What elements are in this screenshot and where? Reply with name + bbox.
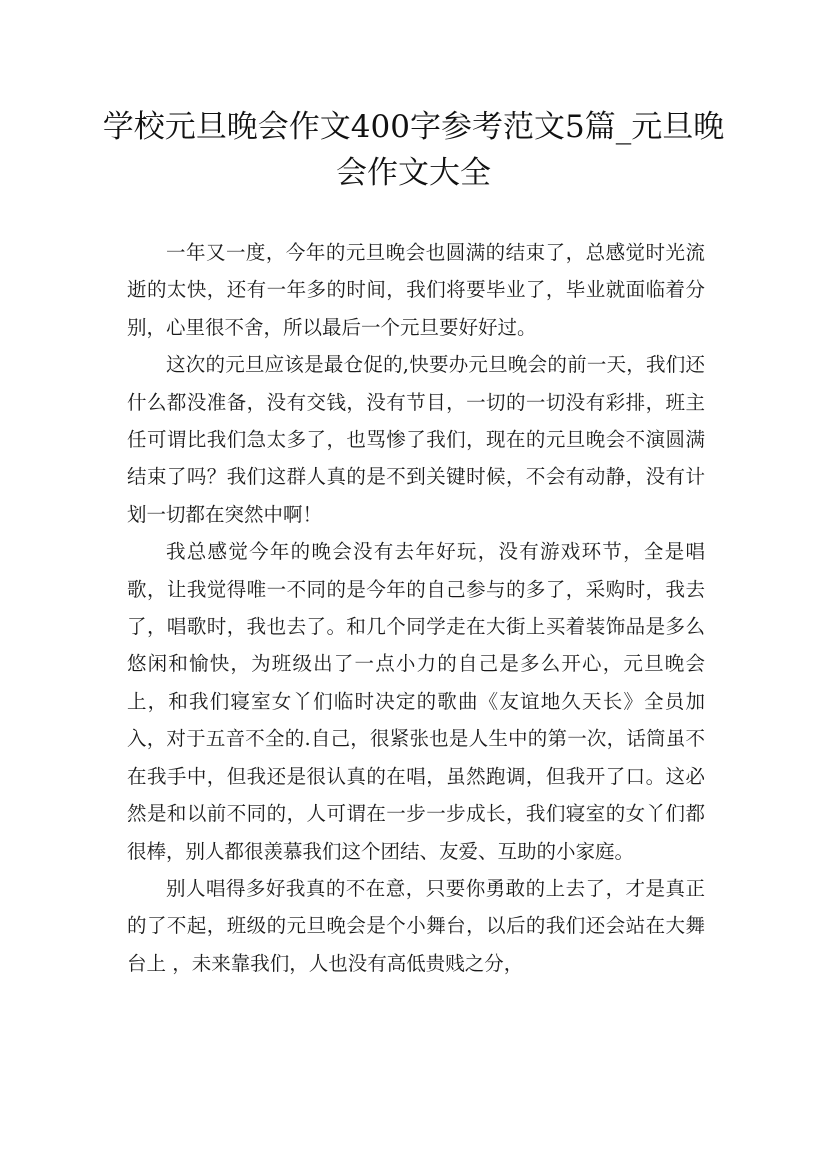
paragraph-4: 别人唱得多好我真的不在意，只要你勇敢的上去了，才是真正的了不起，班级的元旦晚会是个小舞台，以后的我们还会站在大舞台上 ，未来靠我们，人也没有高低贵贱之分， [127, 876, 705, 975]
document-title: 学校元旦晚会作文400字参考范文5篇_元旦晚会作文大全 [102, 109, 725, 191]
paragraph-1: 一年又一度，今年的元旦晚会也圆满的结束了，总感觉时光流逝的太快，还有一年多的时间，我们将要毕业了，毕业就面临着分别，心里很不舍，所以最后一个元旦要好好过。 [127, 241, 705, 339]
document-body [127, 234, 705, 982]
paragraph-3: 我总感觉今年的晚会没有去年好玩，没有游戏环节，全是唱歌，让我觉得唯一不同的是今年的自己参与的多了，采购时，我去了，唱歌时，我也去了。和几个同学走在大街上买着装饰品是多么悠闲和愉快，为班级出了一点小力的自己是多么开心，元旦晚会上，和我们寝室女丫们临时决定的歌曲《友谊地久天长》全员加入，对于五音不全的.自己，很紧张也是人生中的第一次，话筒虽不在我手中，但我还是很认真的在唱，虽然跑调，但我开了口。这必然是和以前不同的，人可谓在一步一步成长，我们寝室的女丫们都很棒，别人都很羡慕我们这个团结、友爱、互助的小家庭。 [127, 540, 705, 863]
paragraph-2: 这次的元旦应该是最仓促的,快要办元旦晚会的前一天，我们还什么都没准备，没有交钱，没有节目，一切的一切没有彩排，班主任可谓比我们急太多了，也骂惨了我们，现在的元旦晚会不演圆满结束了吗？我们这群人真的是不到关键时候，不会有动静，没有计划一切都在突然中啊！ [127, 353, 705, 526]
